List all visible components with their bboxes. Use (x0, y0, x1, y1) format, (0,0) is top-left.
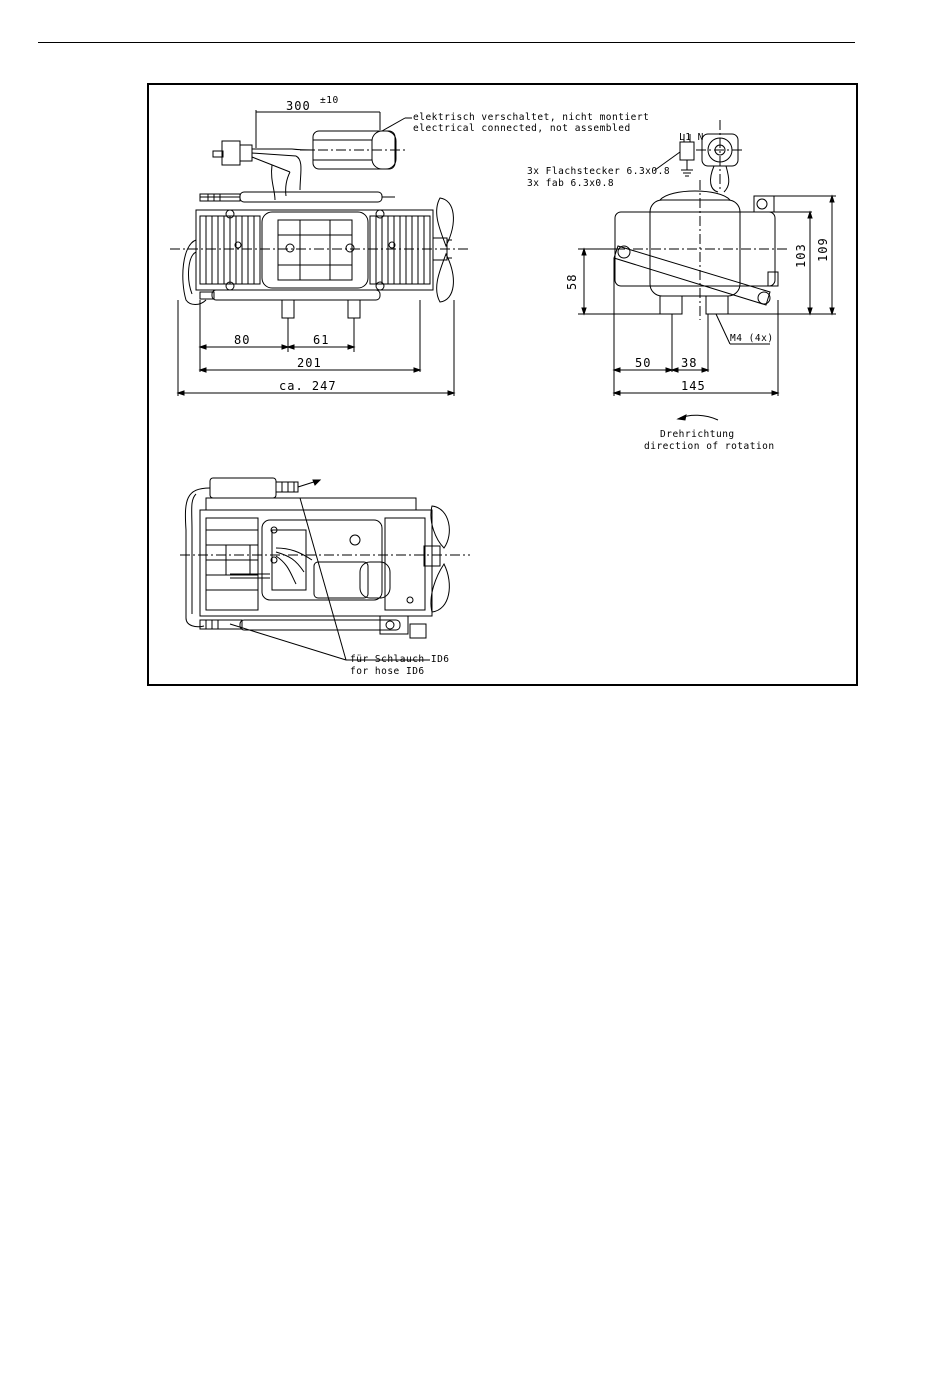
dim-58-value: 58 (565, 273, 579, 290)
rotation-note-de: Drehrichtung (660, 429, 735, 440)
dim-300-value: 300 (286, 99, 311, 113)
dim-247-value: ca. 247 (279, 379, 337, 393)
dim-109-value: 109 (816, 237, 830, 262)
dim-201-value: 201 (297, 356, 322, 370)
pump-body (170, 210, 470, 290)
capacitor-note-de: elektrisch verschaltet, nicht montiert (413, 112, 650, 123)
capacitor-end (696, 120, 745, 192)
dim-103-value: 103 (794, 243, 808, 268)
side-view (578, 120, 836, 420)
terminal-label: L1 N (679, 132, 704, 143)
upper-pipe (200, 192, 395, 202)
thread-note: M4 (4x) (730, 333, 774, 344)
dim-38-value: 38 (681, 356, 698, 370)
hose-note-en: for hose ID6 (350, 666, 425, 677)
flat-plug-note-en: 3x fab 6.3x0.8 (527, 178, 615, 189)
capacitor (300, 131, 405, 169)
dim-80-value: 80 (234, 333, 251, 347)
rotation-note-en: direction of rotation (644, 441, 775, 452)
dim-50-value: 50 (635, 356, 652, 370)
rotation-arrow (678, 415, 718, 420)
connector-plug (213, 141, 313, 200)
dim-300-tolerance: ±10 (320, 95, 339, 106)
top-view (170, 110, 470, 396)
dim-145-value: 145 (681, 379, 706, 393)
side-housing (614, 180, 790, 320)
fan (437, 198, 454, 302)
dim-300 (256, 110, 380, 148)
capacitor-note-en: electrical connected, not assembled (413, 123, 631, 134)
dim-61-value: 61 (313, 333, 330, 347)
front-view (180, 478, 470, 660)
hose-note-de: für Schlauch ID6 (350, 654, 450, 665)
flat-plug-note-de: 3x Flachstecker 6.3x0.8 (527, 166, 671, 177)
